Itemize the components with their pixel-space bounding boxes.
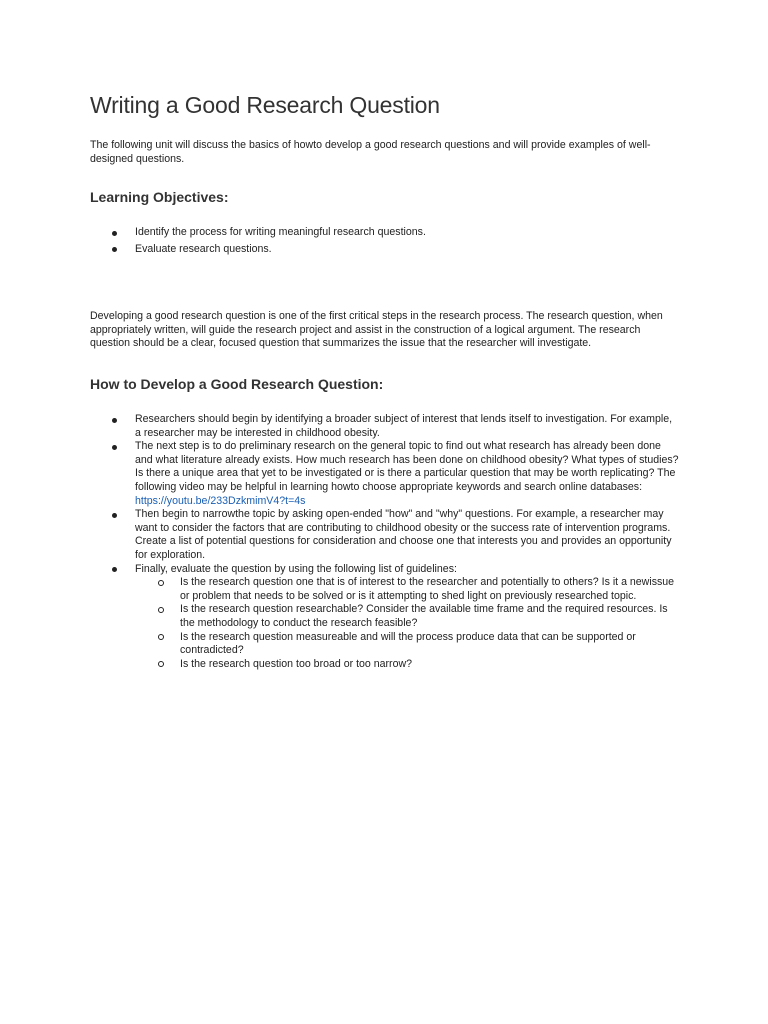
bullet-icon xyxy=(112,567,117,572)
circle-bullet-icon xyxy=(158,661,164,667)
how-to-list xyxy=(0,413,680,671)
circle-bullet-icon xyxy=(158,607,164,613)
list-item: Evaluate research questions. xyxy=(0,243,680,257)
bullet-icon xyxy=(112,231,117,236)
bullet-icon xyxy=(112,513,117,518)
guideline-item: Is the research question too broad or too narrow? xyxy=(135,658,680,672)
list-item: The next step is to do preliminary research on the general topic to find out what research has already been done and what literature already exists. How much research has been done on childhood obesity? What types of studies? Is there a unique area that yet to be investigated or is there a particular question that may be worth replicating? The following video may be helpful in learning howto choose appropriate keywords and search online databases: https://youtu.be/233DzkmimV4?t=4s xyxy=(0,440,680,508)
circle-bullet-icon xyxy=(158,580,164,586)
bullet-icon xyxy=(112,418,117,423)
page-title: Writing a Good Research Question xyxy=(90,92,440,118)
guideline-item: Is the research question measureable and will the process produce data that can be supported or contradicted? xyxy=(135,631,680,658)
list-item: Identify the process for writing meaningful research questions. xyxy=(0,226,680,240)
body-paragraph: Developing a good research question is one of the first critical steps in the research process. The research question, when appropriately written, will guide the research project and assist in the construction of a logical argument. The research question should be a clear, focused question that summarizes the issue that the researcher will investigate. xyxy=(90,310,663,350)
intro-paragraph: The following unit will discuss the basics of howto develop a good research questions and will provide examples of well-designed questions. xyxy=(90,139,651,165)
list-item: Finally, evaluate the question by using the following list of guidelines: Is the research question one that is of interest to the researcher and potentially to others? Is it a newissue or problem that needs to be solved or is it attempting to shed light on previously researched topic. Is the research question researchable? Consider the available time frame and the required resources. Is the methodology to conduct the research feasible? Is the research question measureable and will the process produce data that can be supported or contradicted? Is the research question too broad or too narrow? xyxy=(0,563,680,672)
guideline-item: Is the research question researchable? Consider the available time frame and the required resources. Is the methodology to conduct the research feasible? xyxy=(135,603,680,630)
learning-objectives-heading: Learning Objectives: xyxy=(90,189,229,205)
guidelines-list xyxy=(135,576,680,671)
bullet-icon xyxy=(112,445,117,450)
list-item: Then begin to narrowthe topic by asking open-ended "how" and "why" questions. For example, a researcher may want to consider the factors that are contributing to childhood obesity or the success rate of intervention programs. Create a list of potential questions for consideration and choose one that interests you and provides an opportunity for exploration. xyxy=(0,508,680,562)
guideline-item: Is the research question one that is of interest to the researcher and potentially to others? Is it a newissue or problem that needs to be solved or is it attempting to shed light on previously researched topic. xyxy=(135,576,680,603)
how-to-heading: How to Develop a Good Research Question: xyxy=(90,376,384,392)
objectives-list xyxy=(0,226,680,260)
video-link[interactable]: https://youtu.be/233DzkmimV4?t=4s xyxy=(135,494,306,507)
list-item: Researchers should begin by identifying a broader subject of interest that lends itself to investigation. For example, a researcher may be interested in childhood obesity. xyxy=(0,413,680,440)
circle-bullet-icon xyxy=(158,634,164,640)
bullet-icon xyxy=(112,247,117,252)
